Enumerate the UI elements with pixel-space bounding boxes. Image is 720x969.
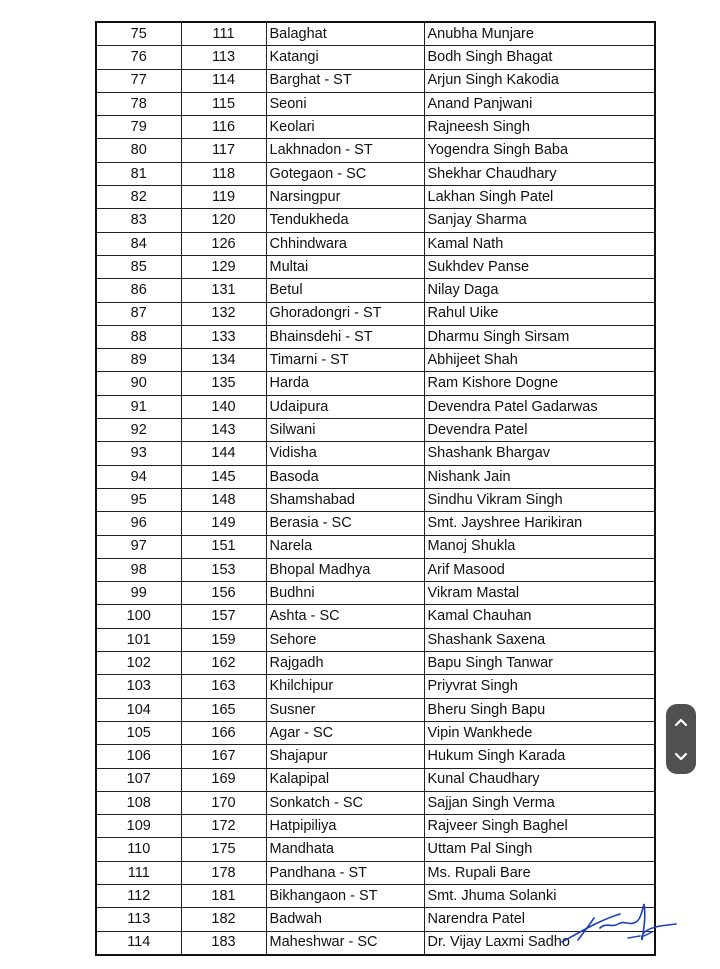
serial-number-cell: 102 bbox=[96, 652, 181, 675]
candidate-name-cell: Shekhar Chaudhary bbox=[424, 162, 655, 185]
serial-number-cell: 112 bbox=[96, 884, 181, 907]
scroll-up-button[interactable] bbox=[666, 704, 696, 739]
table-row bbox=[96, 186, 655, 209]
constituency-name-cell: Ghoradongri - ST bbox=[266, 302, 424, 325]
handwritten-signature-icon bbox=[560, 892, 680, 952]
serial-number-cell: 95 bbox=[96, 488, 181, 511]
constituency-number-cell: 117 bbox=[181, 139, 266, 162]
serial-number-cell: 75 bbox=[96, 22, 181, 46]
constituency-number-cell: 135 bbox=[181, 372, 266, 395]
candidate-name-cell: Nishank Jain bbox=[424, 465, 655, 488]
serial-number-cell: 111 bbox=[96, 861, 181, 884]
table-row bbox=[96, 535, 655, 558]
table-row bbox=[96, 861, 655, 884]
serial-number-cell: 88 bbox=[96, 325, 181, 348]
serial-number-cell: 110 bbox=[96, 838, 181, 861]
constituency-number-cell: 120 bbox=[181, 209, 266, 232]
chevron-down-icon bbox=[674, 752, 688, 762]
table-row bbox=[96, 745, 655, 768]
constituency-number-cell: 175 bbox=[181, 838, 266, 861]
constituency-name-cell: Balaghat bbox=[266, 22, 424, 46]
constituency-number-cell: 114 bbox=[181, 69, 266, 92]
candidate-name-cell: Bheru Singh Bapu bbox=[424, 698, 655, 721]
table-row bbox=[96, 628, 655, 651]
constituency-number-cell: 159 bbox=[181, 628, 266, 651]
table-row bbox=[96, 652, 655, 675]
serial-number-cell: 94 bbox=[96, 465, 181, 488]
serial-number-cell: 92 bbox=[96, 419, 181, 442]
serial-number-cell: 101 bbox=[96, 628, 181, 651]
constituency-number-cell: 145 bbox=[181, 465, 266, 488]
constituency-number-cell: 149 bbox=[181, 512, 266, 535]
constituency-name-cell: Badwah bbox=[266, 908, 424, 931]
candidate-name-cell: Arjun Singh Kakodia bbox=[424, 69, 655, 92]
constituency-name-cell: Chhindwara bbox=[266, 232, 424, 255]
constituency-name-cell: Sonkatch - SC bbox=[266, 791, 424, 814]
serial-number-cell: 103 bbox=[96, 675, 181, 698]
table-row bbox=[96, 768, 655, 791]
serial-number-cell: 104 bbox=[96, 698, 181, 721]
serial-number-cell: 93 bbox=[96, 442, 181, 465]
serial-number-cell: 76 bbox=[96, 46, 181, 69]
serial-number-cell: 80 bbox=[96, 139, 181, 162]
constituency-name-cell: Silwani bbox=[266, 419, 424, 442]
table-row bbox=[96, 279, 655, 302]
constituency-number-cell: 182 bbox=[181, 908, 266, 931]
constituency-number-cell: 166 bbox=[181, 721, 266, 744]
constituency-name-cell: Basoda bbox=[266, 465, 424, 488]
candidate-list-table bbox=[95, 21, 656, 956]
candidate-name-cell: Lakhan Singh Patel bbox=[424, 186, 655, 209]
constituency-number-cell: 153 bbox=[181, 558, 266, 581]
constituency-number-cell: 113 bbox=[181, 46, 266, 69]
candidate-name-cell: Narendra Patel bbox=[424, 908, 655, 931]
candidate-name-cell: Rajneesh Singh bbox=[424, 116, 655, 139]
constituency-name-cell: Agar - SC bbox=[266, 721, 424, 744]
candidate-name-cell: Bodh Singh Bhagat bbox=[424, 46, 655, 69]
constituency-number-cell: 157 bbox=[181, 605, 266, 628]
candidate-name-cell: Anand Panjwani bbox=[424, 92, 655, 115]
table-row bbox=[96, 442, 655, 465]
constituency-name-cell: Gotegaon - SC bbox=[266, 162, 424, 185]
candidate-name-cell: Ms. Rupali Bare bbox=[424, 861, 655, 884]
constituency-name-cell: Rajgadh bbox=[266, 652, 424, 675]
serial-number-cell: 87 bbox=[96, 302, 181, 325]
table-row bbox=[96, 815, 655, 838]
serial-number-cell: 84 bbox=[96, 232, 181, 255]
serial-number-cell: 100 bbox=[96, 605, 181, 628]
constituency-name-cell: Bhainsdehi - ST bbox=[266, 325, 424, 348]
table-row bbox=[96, 512, 655, 535]
table-row bbox=[96, 558, 655, 581]
constituency-number-cell: 165 bbox=[181, 698, 266, 721]
serial-number-cell: 106 bbox=[96, 745, 181, 768]
serial-number-cell: 83 bbox=[96, 209, 181, 232]
table-row bbox=[96, 465, 655, 488]
serial-number-cell: 81 bbox=[96, 162, 181, 185]
constituency-number-cell: 111 bbox=[181, 22, 266, 46]
candidate-name-cell: Dharmu Singh Sirsam bbox=[424, 325, 655, 348]
chevron-up-icon bbox=[674, 717, 688, 727]
table-row bbox=[96, 488, 655, 511]
constituency-name-cell: Khilchipur bbox=[266, 675, 424, 698]
constituency-name-cell: Berasia - SC bbox=[266, 512, 424, 535]
constituency-number-cell: 148 bbox=[181, 488, 266, 511]
constituency-number-cell: 126 bbox=[181, 232, 266, 255]
constituency-name-cell: Shajapur bbox=[266, 745, 424, 768]
candidate-name-cell: Nilay Daga bbox=[424, 279, 655, 302]
table-row bbox=[96, 675, 655, 698]
table-row bbox=[96, 791, 655, 814]
constituency-name-cell: Budhni bbox=[266, 582, 424, 605]
table-row bbox=[96, 69, 655, 92]
constituency-number-cell: 156 bbox=[181, 582, 266, 605]
serial-number-cell: 89 bbox=[96, 349, 181, 372]
constituency-name-cell: Keolari bbox=[266, 116, 424, 139]
candidate-name-cell: Rajveer Singh Baghel bbox=[424, 815, 655, 838]
candidate-name-cell: Uttam Pal Singh bbox=[424, 838, 655, 861]
serial-number-cell: 78 bbox=[96, 92, 181, 115]
constituency-number-cell: 129 bbox=[181, 255, 266, 278]
constituency-name-cell: Maheshwar - SC bbox=[266, 931, 424, 955]
constituency-name-cell: Shamshabad bbox=[266, 488, 424, 511]
candidate-name-cell: Manoj Shukla bbox=[424, 535, 655, 558]
table-row bbox=[96, 139, 655, 162]
constituency-name-cell: Mandhata bbox=[266, 838, 424, 861]
constituency-name-cell: Katangi bbox=[266, 46, 424, 69]
serial-number-cell: 90 bbox=[96, 372, 181, 395]
constituency-name-cell: Timarni - ST bbox=[266, 349, 424, 372]
constituency-name-cell: Susner bbox=[266, 698, 424, 721]
serial-number-cell: 99 bbox=[96, 582, 181, 605]
candidate-name-cell: Smt. Jhuma Solanki bbox=[424, 884, 655, 907]
table-row bbox=[96, 116, 655, 139]
candidate-name-cell: Bapu Singh Tanwar bbox=[424, 652, 655, 675]
candidate-name-cell: Yogendra Singh Baba bbox=[424, 139, 655, 162]
candidate-name-cell: Vipin Wankhede bbox=[424, 721, 655, 744]
candidate-name-cell: Kamal Chauhan bbox=[424, 605, 655, 628]
constituency-name-cell: Multai bbox=[266, 255, 424, 278]
serial-number-cell: 91 bbox=[96, 395, 181, 418]
constituency-number-cell: 118 bbox=[181, 162, 266, 185]
table-row bbox=[96, 22, 655, 46]
table-row bbox=[96, 92, 655, 115]
table-row bbox=[96, 582, 655, 605]
serial-number-cell: 107 bbox=[96, 768, 181, 791]
candidate-name-cell: Arif Masood bbox=[424, 558, 655, 581]
serial-number-cell: 85 bbox=[96, 255, 181, 278]
serial-number-cell: 105 bbox=[96, 721, 181, 744]
candidate-name-cell: Sindhu Vikram Singh bbox=[424, 488, 655, 511]
constituency-number-cell: 172 bbox=[181, 815, 266, 838]
serial-number-cell: 77 bbox=[96, 69, 181, 92]
constituency-number-cell: 167 bbox=[181, 745, 266, 768]
constituency-name-cell: Narela bbox=[266, 535, 424, 558]
candidate-name-cell: Shashank Saxena bbox=[424, 628, 655, 651]
serial-number-cell: 109 bbox=[96, 815, 181, 838]
candidate-name-cell: Ram Kishore Dogne bbox=[424, 372, 655, 395]
serial-number-cell: 113 bbox=[96, 908, 181, 931]
serial-number-cell: 108 bbox=[96, 791, 181, 814]
candidate-name-cell: Devendra Patel Gadarwas bbox=[424, 395, 655, 418]
candidate-name-cell: Smt. Jayshree Harikiran bbox=[424, 512, 655, 535]
constituency-number-cell: 181 bbox=[181, 884, 266, 907]
candidate-name-cell: Sukhdev Panse bbox=[424, 255, 655, 278]
table-row bbox=[96, 46, 655, 69]
table-row bbox=[96, 255, 655, 278]
constituency-number-cell: 134 bbox=[181, 349, 266, 372]
table-row bbox=[96, 372, 655, 395]
table-row bbox=[96, 349, 655, 372]
candidate-name-cell: Kunal Chaudhary bbox=[424, 768, 655, 791]
table-row bbox=[96, 162, 655, 185]
serial-number-cell: 98 bbox=[96, 558, 181, 581]
constituency-name-cell: Udaipura bbox=[266, 395, 424, 418]
table-row bbox=[96, 325, 655, 348]
constituency-name-cell: Harda bbox=[266, 372, 424, 395]
constituency-name-cell: Tendukheda bbox=[266, 209, 424, 232]
table-row bbox=[96, 698, 655, 721]
serial-number-cell: 82 bbox=[96, 186, 181, 209]
constituency-name-cell: Betul bbox=[266, 279, 424, 302]
constituency-name-cell: Vidisha bbox=[266, 442, 424, 465]
constituency-name-cell: Barghat - ST bbox=[266, 69, 424, 92]
candidate-name-cell: Sanjay Sharma bbox=[424, 209, 655, 232]
constituency-number-cell: 133 bbox=[181, 325, 266, 348]
constituency-name-cell: Sehore bbox=[266, 628, 424, 651]
constituency-number-cell: 116 bbox=[181, 116, 266, 139]
candidate-name-cell: Hukum Singh Karada bbox=[424, 745, 655, 768]
constituency-number-cell: 115 bbox=[181, 92, 266, 115]
table-row bbox=[96, 302, 655, 325]
constituency-name-cell: Bikhangaon - ST bbox=[266, 884, 424, 907]
table-row bbox=[96, 419, 655, 442]
constituency-number-cell: 119 bbox=[181, 186, 266, 209]
constituency-name-cell: Hatpipiliya bbox=[266, 815, 424, 838]
serial-number-cell: 79 bbox=[96, 116, 181, 139]
constituency-name-cell: Seoni bbox=[266, 92, 424, 115]
candidate-name-cell: Abhijeet Shah bbox=[424, 349, 655, 372]
candidate-name-cell: Devendra Patel bbox=[424, 419, 655, 442]
constituency-number-cell: 140 bbox=[181, 395, 266, 418]
scroll-down-button[interactable] bbox=[666, 739, 696, 774]
table-row bbox=[96, 838, 655, 861]
constituency-name-cell: Ashta - SC bbox=[266, 605, 424, 628]
constituency-number-cell: 178 bbox=[181, 861, 266, 884]
serial-number-cell: 86 bbox=[96, 279, 181, 302]
constituency-number-cell: 143 bbox=[181, 419, 266, 442]
table-row bbox=[96, 232, 655, 255]
serial-number-cell: 96 bbox=[96, 512, 181, 535]
table-row bbox=[96, 395, 655, 418]
candidate-name-cell: Kamal Nath bbox=[424, 232, 655, 255]
constituency-number-cell: 162 bbox=[181, 652, 266, 675]
constituency-number-cell: 183 bbox=[181, 931, 266, 955]
constituency-name-cell: Kalapipal bbox=[266, 768, 424, 791]
candidate-name-cell: Vikram Mastal bbox=[424, 582, 655, 605]
serial-number-cell: 114 bbox=[96, 931, 181, 955]
constituency-number-cell: 169 bbox=[181, 768, 266, 791]
scroll-control bbox=[666, 704, 696, 774]
constituency-number-cell: 132 bbox=[181, 302, 266, 325]
candidate-name-cell: Dr. Vijay Laxmi Sadho bbox=[424, 931, 655, 955]
constituency-number-cell: 170 bbox=[181, 791, 266, 814]
constituency-number-cell: 144 bbox=[181, 442, 266, 465]
candidate-name-cell: Shashank Bhargav bbox=[424, 442, 655, 465]
candidate-name-cell: Rahul Uike bbox=[424, 302, 655, 325]
constituency-name-cell: Lakhnadon - ST bbox=[266, 139, 424, 162]
table-row bbox=[96, 721, 655, 744]
candidate-name-cell: Priyvrat Singh bbox=[424, 675, 655, 698]
constituency-name-cell: Bhopal Madhya bbox=[266, 558, 424, 581]
constituency-number-cell: 131 bbox=[181, 279, 266, 302]
candidate-name-cell: Anubha Munjare bbox=[424, 22, 655, 46]
serial-number-cell: 97 bbox=[96, 535, 181, 558]
constituency-name-cell: Narsingpur bbox=[266, 186, 424, 209]
candidate-name-cell: Sajjan Singh Verma bbox=[424, 791, 655, 814]
table-body bbox=[96, 22, 655, 955]
constituency-number-cell: 163 bbox=[181, 675, 266, 698]
table-row bbox=[96, 605, 655, 628]
table-row bbox=[96, 209, 655, 232]
constituency-name-cell: Pandhana - ST bbox=[266, 861, 424, 884]
constituency-number-cell: 151 bbox=[181, 535, 266, 558]
